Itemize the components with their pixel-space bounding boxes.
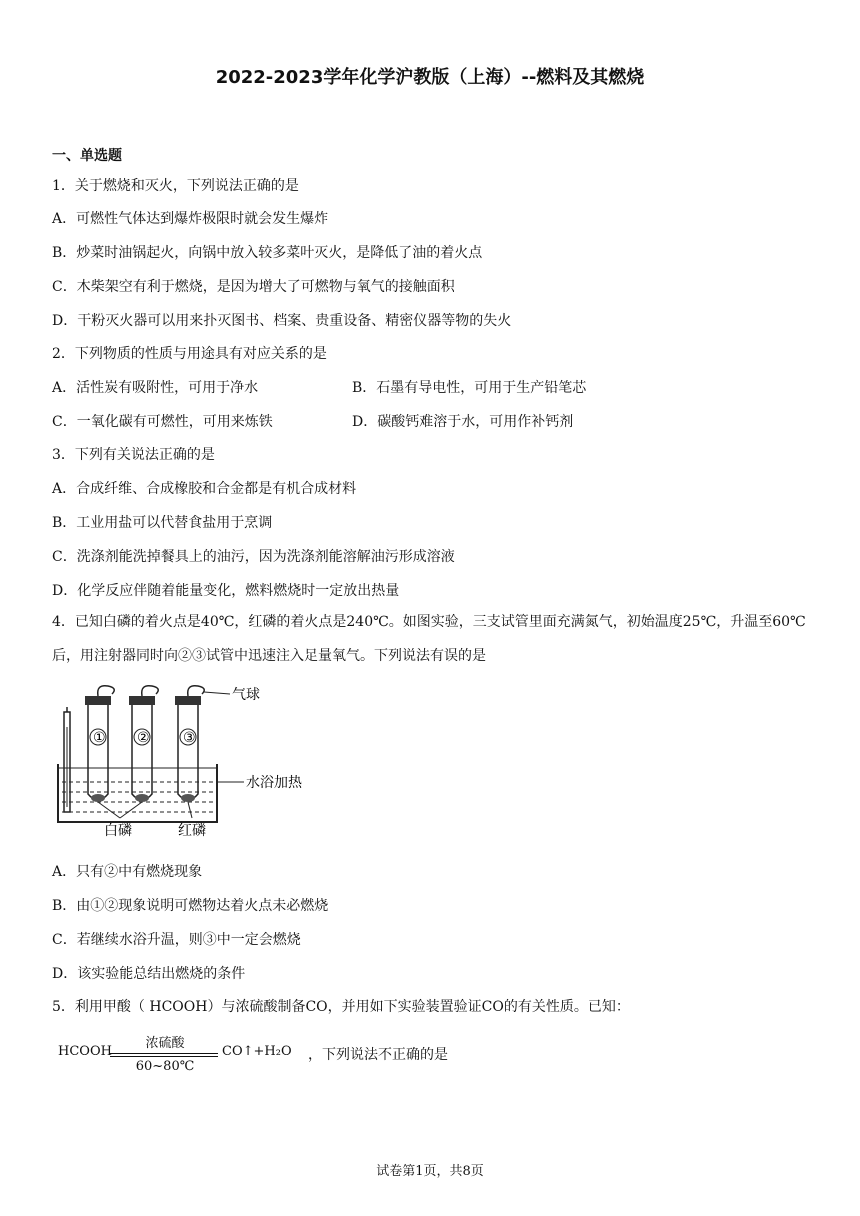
water-bath (58, 764, 244, 822)
question-4-option-c: C．若继续水浴升温，则③中一定会燃烧 (52, 932, 301, 948)
question-4-option-b: B．由①②现象说明可燃物达着火点未必燃烧 (52, 898, 329, 914)
white-phosphorus-label: 白磷 (104, 823, 132, 839)
question-4-option-a: A．只有②中有燃烧现象 (52, 864, 203, 880)
question-1-option-c: C．木柴架空有利于燃烧，是因为增大了可燃物与氧气的接触面积 (52, 279, 455, 295)
reaction-temperature: 60~80℃ (135, 1059, 195, 1074)
balloon-label: 气球 (232, 687, 260, 703)
reaction-catalyst: 浓硫酸 (145, 1036, 185, 1051)
question-3-stem: 3．下列有关说法正确的是 (52, 447, 215, 463)
page-title: 2022-2023学年化学沪教版（上海）--燃料及其燃烧 (215, 67, 645, 88)
red-phosphorus-label: 红磷 (178, 823, 206, 839)
question-2-option-d: D．碳酸钙难溶于水，可用作补钙剂 (352, 414, 574, 430)
page-footer: 试卷第1页，共8页 (376, 1164, 484, 1179)
reactant: HCOOH (58, 1044, 112, 1059)
question-3-option-b: B．工业用盐可以代替食盐用于烹调 (52, 515, 273, 531)
question-3-option-d: D．化学反应伴随着能量变化，燃料燃烧时一定放出热量 (52, 583, 400, 599)
question-1-option-b: B．炒菜时油锅起火，向锅中放入较多菜叶灭火，是降低了油的着火点 (52, 245, 483, 261)
question-1-option-d: D．干粉灭火器可以用来扑灭图书、档案、贵重设备、精密仪器等物的失火 (52, 313, 512, 329)
reaction-equation (58, 1030, 498, 1078)
thermometer (64, 707, 70, 812)
question-4-stem: 4．已知白磷的着火点是40℃，红磷的着火点是240℃。如图实验，三支试管里面充满氮气，初始温度25℃，升温至60℃后，用注射器同时向②③试管中迅速注入足量氧气。下列说法有误的是 (52, 614, 806, 664)
question-3-option-c: C．洗涤剂能洗掉餐具上的油污，因为洗涤剂能溶解油污形成溶液 (52, 549, 455, 565)
question-2-option-c: C．一氧化碳有可燃性，可用来炼铁 (52, 414, 273, 430)
equation-bar (110, 1056, 218, 1057)
question-5-stem: 5．利用甲酸（ HCOOH）与浓硫酸制备CO，并用如下实验装置验证CO的有关性质。已知： (52, 999, 630, 1015)
question-2-option-a: A．活性炭有吸附性，可用于净水 (52, 380, 259, 396)
question-1-option-a: A．可燃性气体达到爆炸极限时就会发生爆炸 (52, 211, 329, 227)
experiment-figure (52, 682, 332, 842)
question-2-option-b: B．石墨有导电性，可用于生产铅笔芯 (352, 380, 587, 396)
question-2-stem: 2．下列物质的性质与用途具有对应关系的是 (52, 346, 327, 362)
products: CO↑+H₂O (222, 1044, 292, 1059)
tube-2-label: ② (137, 730, 150, 746)
tube-1-label: ① (93, 730, 106, 746)
question-4-option-d: D．该实验能总结出燃烧的条件 (52, 966, 246, 982)
question-3-option-a: A．合成纤维、合成橡胶和合金都是有机合成材料 (52, 481, 357, 497)
equation-bar (110, 1053, 218, 1054)
question-1-stem: 1．关于燃烧和灭火，下列说法正确的是 (52, 178, 299, 194)
section-heading: 一、单选题 (52, 148, 122, 164)
tube-3-label: ③ (183, 730, 196, 746)
question-5-trail: ，下列说法不正确的是 (308, 1047, 448, 1063)
water-bath-label: 水浴加热 (246, 775, 302, 791)
